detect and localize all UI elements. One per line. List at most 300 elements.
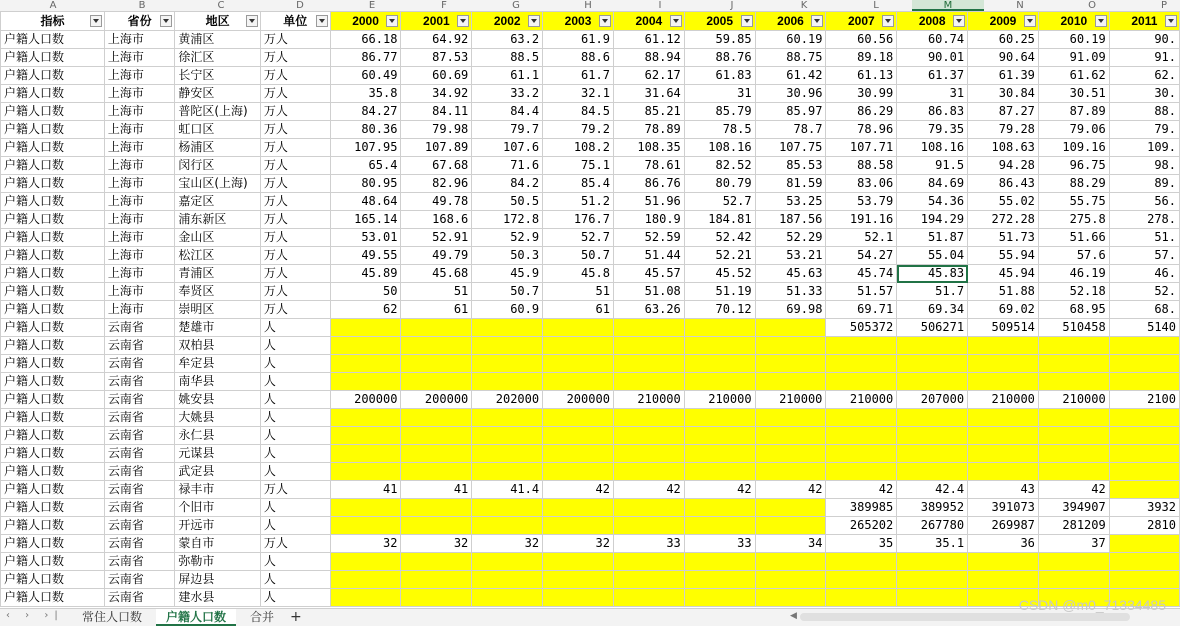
cell-area[interactable]: 南华县 bbox=[175, 373, 260, 391]
cell-value[interactable]: 48.64 bbox=[330, 193, 401, 211]
cell-value[interactable]: 90.01 bbox=[897, 49, 968, 67]
cell-value[interactable] bbox=[826, 553, 897, 571]
cell-value[interactable]: 54.27 bbox=[826, 247, 897, 265]
filter-dropdown-icon[interactable] bbox=[1165, 15, 1177, 27]
cell-value[interactable]: 107.75 bbox=[755, 139, 826, 157]
cell-value[interactable]: 187.56 bbox=[755, 211, 826, 229]
cell-value[interactable]: 46.19 bbox=[1038, 265, 1109, 283]
cell-value[interactable] bbox=[897, 553, 968, 571]
cell-value[interactable]: 389952 bbox=[897, 499, 968, 517]
cell-ind[interactable]: 户籍人口数 bbox=[1, 121, 105, 139]
cell-value[interactable] bbox=[613, 319, 684, 337]
cell-value[interactable]: 37 bbox=[1038, 535, 1109, 553]
cell-value[interactable]: 33.2 bbox=[472, 85, 543, 103]
cell-value[interactable]: 52.18 bbox=[1038, 283, 1109, 301]
cell-value[interactable]: 45.83 bbox=[897, 265, 968, 283]
cell-prov[interactable]: 上海市 bbox=[104, 283, 174, 301]
cell-value[interactable]: 64.92 bbox=[401, 31, 472, 49]
cell-area[interactable]: 闵行区 bbox=[175, 157, 260, 175]
cell-value[interactable] bbox=[330, 409, 401, 427]
cell-area[interactable]: 徐汇区 bbox=[175, 49, 260, 67]
cell-value[interactable] bbox=[472, 319, 543, 337]
cell-value[interactable]: 78.96 bbox=[826, 121, 897, 139]
cell-unit[interactable]: 万人 bbox=[260, 481, 330, 499]
cell-value[interactable]: 30.96 bbox=[755, 85, 826, 103]
cell-value[interactable] bbox=[613, 337, 684, 355]
cell-value[interactable]: 61.39 bbox=[968, 67, 1039, 85]
cell-value[interactable]: 32 bbox=[401, 535, 472, 553]
cell-value[interactable] bbox=[1038, 553, 1109, 571]
cell-value[interactable]: 109. bbox=[1109, 139, 1179, 157]
cell-prov[interactable]: 云南省 bbox=[104, 589, 174, 607]
cell-value[interactable] bbox=[755, 553, 826, 571]
cell-ind[interactable]: 户籍人口数 bbox=[1, 103, 105, 121]
cell-ind[interactable]: 户籍人口数 bbox=[1, 265, 105, 283]
cell-value[interactable]: 45.57 bbox=[613, 265, 684, 283]
year-header-cell[interactable] bbox=[826, 12, 897, 31]
cell-value[interactable]: 79.2 bbox=[543, 121, 614, 139]
cell-unit[interactable]: 人 bbox=[260, 445, 330, 463]
cell-value[interactable] bbox=[613, 373, 684, 391]
cell-value[interactable] bbox=[401, 355, 472, 373]
cell-value[interactable]: 50.3 bbox=[472, 247, 543, 265]
cell-value[interactable]: 207000 bbox=[897, 391, 968, 409]
cell-value[interactable] bbox=[543, 571, 614, 589]
cell-unit[interactable]: 万人 bbox=[260, 103, 330, 121]
cell-value[interactable] bbox=[897, 445, 968, 463]
cell-prov[interactable]: 云南省 bbox=[104, 463, 174, 481]
cell-value[interactable] bbox=[613, 517, 684, 535]
cell-value[interactable]: 55.04 bbox=[897, 247, 968, 265]
cell-value[interactable] bbox=[684, 499, 755, 517]
filter-dropdown-icon[interactable] bbox=[90, 15, 102, 27]
cell-value[interactable] bbox=[826, 445, 897, 463]
cell-value[interactable]: 78.61 bbox=[613, 157, 684, 175]
cell-value[interactable] bbox=[826, 463, 897, 481]
cell-value[interactable]: 42 bbox=[826, 481, 897, 499]
cell-value[interactable]: 85.97 bbox=[755, 103, 826, 121]
column-letter-f[interactable]: F bbox=[441, 0, 447, 11]
cell-value[interactable] bbox=[401, 463, 472, 481]
cell-prov[interactable]: 云南省 bbox=[104, 319, 174, 337]
cell-area[interactable]: 开远市 bbox=[175, 517, 260, 535]
cell-area[interactable]: 黄浦区 bbox=[175, 31, 260, 49]
cell-value[interactable] bbox=[968, 337, 1039, 355]
cell-value[interactable]: 51.08 bbox=[613, 283, 684, 301]
cell-value[interactable]: 108.16 bbox=[897, 139, 968, 157]
column-letter-o[interactable]: O bbox=[1088, 0, 1096, 11]
cell-value[interactable] bbox=[330, 337, 401, 355]
cell-value[interactable] bbox=[543, 409, 614, 427]
cell-value[interactable] bbox=[543, 355, 614, 373]
filter-dropdown-icon[interactable] bbox=[811, 15, 823, 27]
cell-ind[interactable]: 户籍人口数 bbox=[1, 481, 105, 499]
cell-unit[interactable]: 万人 bbox=[260, 85, 330, 103]
cell-value[interactable] bbox=[613, 427, 684, 445]
cell-value[interactable]: 84.11 bbox=[401, 103, 472, 121]
column-letter-n[interactable]: N bbox=[1016, 0, 1024, 11]
cell-prov[interactable]: 上海市 bbox=[104, 193, 174, 211]
cell-value[interactable] bbox=[472, 589, 543, 607]
cell-value[interactable]: 55.75 bbox=[1038, 193, 1109, 211]
cell-area[interactable]: 宝山区(上海) bbox=[175, 175, 260, 193]
cell-value[interactable]: 86.77 bbox=[330, 49, 401, 67]
cell-value[interactable]: 69.71 bbox=[826, 301, 897, 319]
cell-value[interactable]: 61 bbox=[543, 301, 614, 319]
cell-value[interactable] bbox=[684, 571, 755, 589]
cell-unit[interactable]: 万人 bbox=[260, 247, 330, 265]
cell-prov[interactable]: 云南省 bbox=[104, 409, 174, 427]
cell-value[interactable]: 60.9 bbox=[472, 301, 543, 319]
cell-value[interactable]: 69.98 bbox=[755, 301, 826, 319]
cell-area[interactable]: 禄丰市 bbox=[175, 481, 260, 499]
cell-value[interactable] bbox=[543, 319, 614, 337]
cell-unit[interactable]: 人 bbox=[260, 391, 330, 409]
cell-value[interactable]: 50.5 bbox=[472, 193, 543, 211]
cell-area[interactable]: 杨浦区 bbox=[175, 139, 260, 157]
cell-value[interactable] bbox=[613, 355, 684, 373]
cell-value[interactable] bbox=[968, 427, 1039, 445]
column-letter-d[interactable]: D bbox=[296, 0, 304, 11]
cell-area[interactable]: 蒙自市 bbox=[175, 535, 260, 553]
cell-value[interactable] bbox=[826, 337, 897, 355]
cell-prov[interactable]: 上海市 bbox=[104, 229, 174, 247]
cell-prov[interactable]: 上海市 bbox=[104, 265, 174, 283]
cell-value[interactable]: 88. bbox=[1109, 103, 1179, 121]
cell-value[interactable] bbox=[472, 463, 543, 481]
cell-unit[interactable]: 人 bbox=[260, 517, 330, 535]
cell-area[interactable]: 长宁区 bbox=[175, 67, 260, 85]
cell-unit[interactable]: 人 bbox=[260, 427, 330, 445]
column-letter-h[interactable]: H bbox=[584, 0, 592, 11]
cell-prov[interactable]: 云南省 bbox=[104, 427, 174, 445]
cell-value[interactable]: 107.95 bbox=[330, 139, 401, 157]
cell-value[interactable]: 41 bbox=[330, 481, 401, 499]
cell-value[interactable] bbox=[684, 409, 755, 427]
cell-value[interactable]: 52. bbox=[1109, 283, 1179, 301]
cell-value[interactable]: 91. bbox=[1109, 49, 1179, 67]
cell-value[interactable] bbox=[613, 571, 684, 589]
cell-value[interactable] bbox=[1109, 409, 1179, 427]
cell-value[interactable] bbox=[543, 373, 614, 391]
cell-prov[interactable]: 云南省 bbox=[104, 391, 174, 409]
cell-value[interactable] bbox=[1109, 373, 1179, 391]
cell-area[interactable]: 虹口区 bbox=[175, 121, 260, 139]
cell-value[interactable]: 107.71 bbox=[826, 139, 897, 157]
cell-value[interactable]: 60.56 bbox=[826, 31, 897, 49]
cell-value[interactable] bbox=[684, 427, 755, 445]
cell-value[interactable]: 30.99 bbox=[826, 85, 897, 103]
year-header-cell[interactable] bbox=[897, 12, 968, 31]
column-letter-k[interactable]: K bbox=[800, 0, 808, 11]
cell-prov[interactable]: 云南省 bbox=[104, 535, 174, 553]
cell-value[interactable] bbox=[543, 517, 614, 535]
cell-value[interactable]: 281209 bbox=[1038, 517, 1109, 535]
cell-value[interactable] bbox=[330, 427, 401, 445]
cell-value[interactable]: 51.44 bbox=[613, 247, 684, 265]
cell-area[interactable]: 浦东新区 bbox=[175, 211, 260, 229]
cell-value[interactable] bbox=[401, 445, 472, 463]
cell-value[interactable] bbox=[472, 553, 543, 571]
cell-value[interactable]: 31 bbox=[684, 85, 755, 103]
cell-value[interactable]: 80.79 bbox=[684, 175, 755, 193]
cell-ind[interactable]: 户籍人口数 bbox=[1, 391, 105, 409]
cell-value[interactable] bbox=[1038, 427, 1109, 445]
column-letter-p[interactable]: P bbox=[1160, 0, 1168, 11]
cell-value[interactable]: 52.7 bbox=[543, 229, 614, 247]
year-header-cell[interactable] bbox=[1109, 12, 1179, 31]
cell-ind[interactable]: 户籍人口数 bbox=[1, 553, 105, 571]
cell-ind[interactable]: 户籍人口数 bbox=[1, 175, 105, 193]
cell-value[interactable]: 34.92 bbox=[401, 85, 472, 103]
cell-value[interactable]: 272.28 bbox=[968, 211, 1039, 229]
cell-value[interactable] bbox=[472, 409, 543, 427]
cell-area[interactable]: 弥勒市 bbox=[175, 553, 260, 571]
column-letter-m[interactable]: M bbox=[912, 0, 984, 11]
filter-dropdown-icon[interactable] bbox=[528, 15, 540, 27]
cell-prov[interactable]: 云南省 bbox=[104, 337, 174, 355]
cell-value[interactable] bbox=[543, 427, 614, 445]
cell-value[interactable]: 88.5 bbox=[472, 49, 543, 67]
filter-dropdown-icon[interactable] bbox=[1095, 15, 1107, 27]
cell-value[interactable]: 33 bbox=[613, 535, 684, 553]
cell-value[interactable]: 42 bbox=[613, 481, 684, 499]
cell-unit[interactable]: 人 bbox=[260, 571, 330, 589]
cell-prov[interactable]: 云南省 bbox=[104, 571, 174, 589]
cell-value[interactable]: 31 bbox=[897, 85, 968, 103]
cell-value[interactable] bbox=[826, 355, 897, 373]
cell-value[interactable] bbox=[968, 553, 1039, 571]
cell-prov[interactable]: 上海市 bbox=[104, 247, 174, 265]
cell-area[interactable]: 普陀区(上海) bbox=[175, 103, 260, 121]
cell-value[interactable]: 51.96 bbox=[613, 193, 684, 211]
cell-value[interactable]: 84.69 bbox=[897, 175, 968, 193]
cell-value[interactable]: 176.7 bbox=[543, 211, 614, 229]
cell-value[interactable]: 87.27 bbox=[968, 103, 1039, 121]
cell-value[interactable]: 88.6 bbox=[543, 49, 614, 67]
filter-dropdown-icon[interactable] bbox=[599, 15, 611, 27]
cell-value[interactable]: 30.84 bbox=[968, 85, 1039, 103]
cell-unit[interactable]: 万人 bbox=[260, 31, 330, 49]
cell-value[interactable]: 210000 bbox=[968, 391, 1039, 409]
cell-ind[interactable]: 户籍人口数 bbox=[1, 301, 105, 319]
cell-value[interactable]: 32 bbox=[472, 535, 543, 553]
cell-value[interactable]: 51.66 bbox=[1038, 229, 1109, 247]
cell-value[interactable]: 52.42 bbox=[684, 229, 755, 247]
cell-value[interactable]: 45.9 bbox=[472, 265, 543, 283]
cell-value[interactable]: 50.7 bbox=[543, 247, 614, 265]
cell-value[interactable]: 69.02 bbox=[968, 301, 1039, 319]
cell-value[interactable]: 86.76 bbox=[613, 175, 684, 193]
filter-dropdown-icon[interactable] bbox=[741, 15, 753, 27]
cell-value[interactable]: 35.1 bbox=[897, 535, 968, 553]
cell-value[interactable]: 61.12 bbox=[613, 31, 684, 49]
cell-value[interactable] bbox=[330, 373, 401, 391]
tab-sheet-0[interactable]: 常住人口数 bbox=[82, 610, 143, 624]
cell-ind[interactable]: 户籍人口数 bbox=[1, 139, 105, 157]
cell-ind[interactable]: 户籍人口数 bbox=[1, 85, 105, 103]
cell-value[interactable]: 265202 bbox=[826, 517, 897, 535]
cell-value[interactable] bbox=[1038, 409, 1109, 427]
cell-area[interactable]: 武定县 bbox=[175, 463, 260, 481]
cell-value[interactable] bbox=[1038, 445, 1109, 463]
year-header-cell[interactable] bbox=[1038, 12, 1109, 31]
cell-value[interactable] bbox=[684, 373, 755, 391]
filter-dropdown-icon[interactable] bbox=[246, 15, 258, 27]
cell-value[interactable]: 51.88 bbox=[968, 283, 1039, 301]
cell-value[interactable] bbox=[826, 571, 897, 589]
cell-value[interactable] bbox=[613, 499, 684, 517]
cell-value[interactable] bbox=[897, 589, 968, 607]
cell-value[interactable]: 53.21 bbox=[755, 247, 826, 265]
cell-value[interactable]: 210000 bbox=[755, 391, 826, 409]
cell-value[interactable] bbox=[472, 499, 543, 517]
filter-dropdown-icon[interactable] bbox=[457, 15, 469, 27]
cell-value[interactable]: 51.57 bbox=[826, 283, 897, 301]
cell-value[interactable]: 88.94 bbox=[613, 49, 684, 67]
cell-value[interactable] bbox=[1109, 553, 1179, 571]
cell-value[interactable] bbox=[613, 409, 684, 427]
cell-value[interactable]: 87.53 bbox=[401, 49, 472, 67]
cell-value[interactable]: 60.69 bbox=[401, 67, 472, 85]
cell-value[interactable]: 54.36 bbox=[897, 193, 968, 211]
cell-value[interactable]: 35.8 bbox=[330, 85, 401, 103]
cell-value[interactable]: 505372 bbox=[826, 319, 897, 337]
column-letter-i[interactable]: I bbox=[658, 0, 662, 11]
cell-value[interactable]: 88.58 bbox=[826, 157, 897, 175]
cell-value[interactable]: 108.35 bbox=[613, 139, 684, 157]
cell-value[interactable]: 88.75 bbox=[755, 49, 826, 67]
cell-area[interactable]: 嘉定区 bbox=[175, 193, 260, 211]
cell-value[interactable] bbox=[755, 355, 826, 373]
cell-value[interactable]: 84.4 bbox=[472, 103, 543, 121]
cell-ind[interactable]: 户籍人口数 bbox=[1, 535, 105, 553]
cell-unit[interactable]: 万人 bbox=[260, 283, 330, 301]
header-cell-1[interactable] bbox=[104, 12, 174, 31]
cell-value[interactable]: 49.78 bbox=[401, 193, 472, 211]
cell-value[interactable]: 61.37 bbox=[897, 67, 968, 85]
cell-value[interactable]: 509514 bbox=[968, 319, 1039, 337]
cell-value[interactable]: 61.13 bbox=[826, 67, 897, 85]
cell-value[interactable]: 71.6 bbox=[472, 157, 543, 175]
cell-value[interactable] bbox=[684, 319, 755, 337]
cell-unit[interactable]: 万人 bbox=[260, 49, 330, 67]
cell-value[interactable] bbox=[968, 571, 1039, 589]
cell-value[interactable]: 52.21 bbox=[684, 247, 755, 265]
cell-value[interactable]: 108.16 bbox=[684, 139, 755, 157]
cell-area[interactable]: 屏边县 bbox=[175, 571, 260, 589]
cell-value[interactable] bbox=[472, 517, 543, 535]
cell-value[interactable]: 80.95 bbox=[330, 175, 401, 193]
cell-value[interactable] bbox=[1038, 355, 1109, 373]
cell-value[interactable]: 45.63 bbox=[755, 265, 826, 283]
cell-prov[interactable]: 上海市 bbox=[104, 211, 174, 229]
cell-value[interactable] bbox=[826, 373, 897, 391]
cell-value[interactable]: 200000 bbox=[330, 391, 401, 409]
cell-value[interactable]: 394907 bbox=[1038, 499, 1109, 517]
cell-value[interactable] bbox=[755, 463, 826, 481]
cell-value[interactable]: 210000 bbox=[613, 391, 684, 409]
cell-value[interactable]: 184.81 bbox=[684, 211, 755, 229]
cell-unit[interactable]: 万人 bbox=[260, 139, 330, 157]
cell-value[interactable] bbox=[330, 319, 401, 337]
cell-value[interactable]: 61.9 bbox=[543, 31, 614, 49]
cell-value[interactable]: 41.4 bbox=[472, 481, 543, 499]
cell-value[interactable]: 30.51 bbox=[1038, 85, 1109, 103]
cell-value[interactable]: 32.1 bbox=[543, 85, 614, 103]
cell-value[interactable]: 52.59 bbox=[613, 229, 684, 247]
cell-value[interactable]: 109.16 bbox=[1038, 139, 1109, 157]
cell-value[interactable]: 45.74 bbox=[826, 265, 897, 283]
cell-value[interactable]: 79.06 bbox=[1038, 121, 1109, 139]
cell-value[interactable]: 200000 bbox=[543, 391, 614, 409]
cell-value[interactable]: 51 bbox=[401, 283, 472, 301]
cell-area[interactable]: 姚安县 bbox=[175, 391, 260, 409]
cell-value[interactable]: 62 bbox=[330, 301, 401, 319]
cell-value[interactable]: 78.7 bbox=[755, 121, 826, 139]
cell-value[interactable]: 43 bbox=[968, 481, 1039, 499]
cell-value[interactable]: 89. bbox=[1109, 175, 1179, 193]
header-cell-2[interactable] bbox=[175, 12, 260, 31]
cell-value[interactable] bbox=[968, 373, 1039, 391]
cell-unit[interactable]: 人 bbox=[260, 463, 330, 481]
cell-value[interactable]: 45.52 bbox=[684, 265, 755, 283]
cell-value[interactable]: 42.4 bbox=[897, 481, 968, 499]
cell-prov[interactable]: 上海市 bbox=[104, 139, 174, 157]
cell-value[interactable] bbox=[543, 589, 614, 607]
cell-unit[interactable]: 人 bbox=[260, 553, 330, 571]
cell-value[interactable] bbox=[755, 427, 826, 445]
cell-value[interactable]: 210000 bbox=[684, 391, 755, 409]
cell-value[interactable] bbox=[755, 445, 826, 463]
cell-area[interactable]: 永仁县 bbox=[175, 427, 260, 445]
cell-value[interactable]: 165.14 bbox=[330, 211, 401, 229]
filter-dropdown-icon[interactable] bbox=[882, 15, 894, 27]
cell-area[interactable]: 元谋县 bbox=[175, 445, 260, 463]
cell-value[interactable] bbox=[684, 445, 755, 463]
year-header-cell[interactable] bbox=[472, 12, 543, 31]
cell-unit[interactable]: 人 bbox=[260, 319, 330, 337]
cell-value[interactable] bbox=[755, 409, 826, 427]
cell-value[interactable]: 55.02 bbox=[968, 193, 1039, 211]
cell-value[interactable]: 94.28 bbox=[968, 157, 1039, 175]
cell-value[interactable] bbox=[684, 463, 755, 481]
cell-value[interactable]: 275.8 bbox=[1038, 211, 1109, 229]
cell-value[interactable]: 51.87 bbox=[897, 229, 968, 247]
cell-area[interactable]: 青浦区 bbox=[175, 265, 260, 283]
cell-ind[interactable]: 户籍人口数 bbox=[1, 571, 105, 589]
cell-ind[interactable]: 户籍人口数 bbox=[1, 67, 105, 85]
cell-value[interactable] bbox=[330, 589, 401, 607]
year-header-cell[interactable] bbox=[968, 12, 1039, 31]
cell-value[interactable]: 60.19 bbox=[1038, 31, 1109, 49]
cell-value[interactable] bbox=[1038, 373, 1109, 391]
cell-value[interactable] bbox=[755, 517, 826, 535]
cell-value[interactable]: 51.7 bbox=[897, 283, 968, 301]
tab-sheet-2[interactable]: 合并 bbox=[250, 610, 275, 624]
cell-value[interactable]: 57.6 bbox=[1038, 247, 1109, 265]
cell-value[interactable]: 45.8 bbox=[543, 265, 614, 283]
filter-dropdown-icon[interactable] bbox=[953, 15, 965, 27]
cell-value[interactable]: 52.29 bbox=[755, 229, 826, 247]
cell-value[interactable] bbox=[684, 337, 755, 355]
cell-value[interactable] bbox=[543, 463, 614, 481]
cell-ind[interactable]: 户籍人口数 bbox=[1, 229, 105, 247]
cell-value[interactable]: 267780 bbox=[897, 517, 968, 535]
filter-dropdown-icon[interactable] bbox=[160, 15, 172, 27]
cell-value[interactable] bbox=[684, 517, 755, 535]
cell-prov[interactable]: 云南省 bbox=[104, 553, 174, 571]
